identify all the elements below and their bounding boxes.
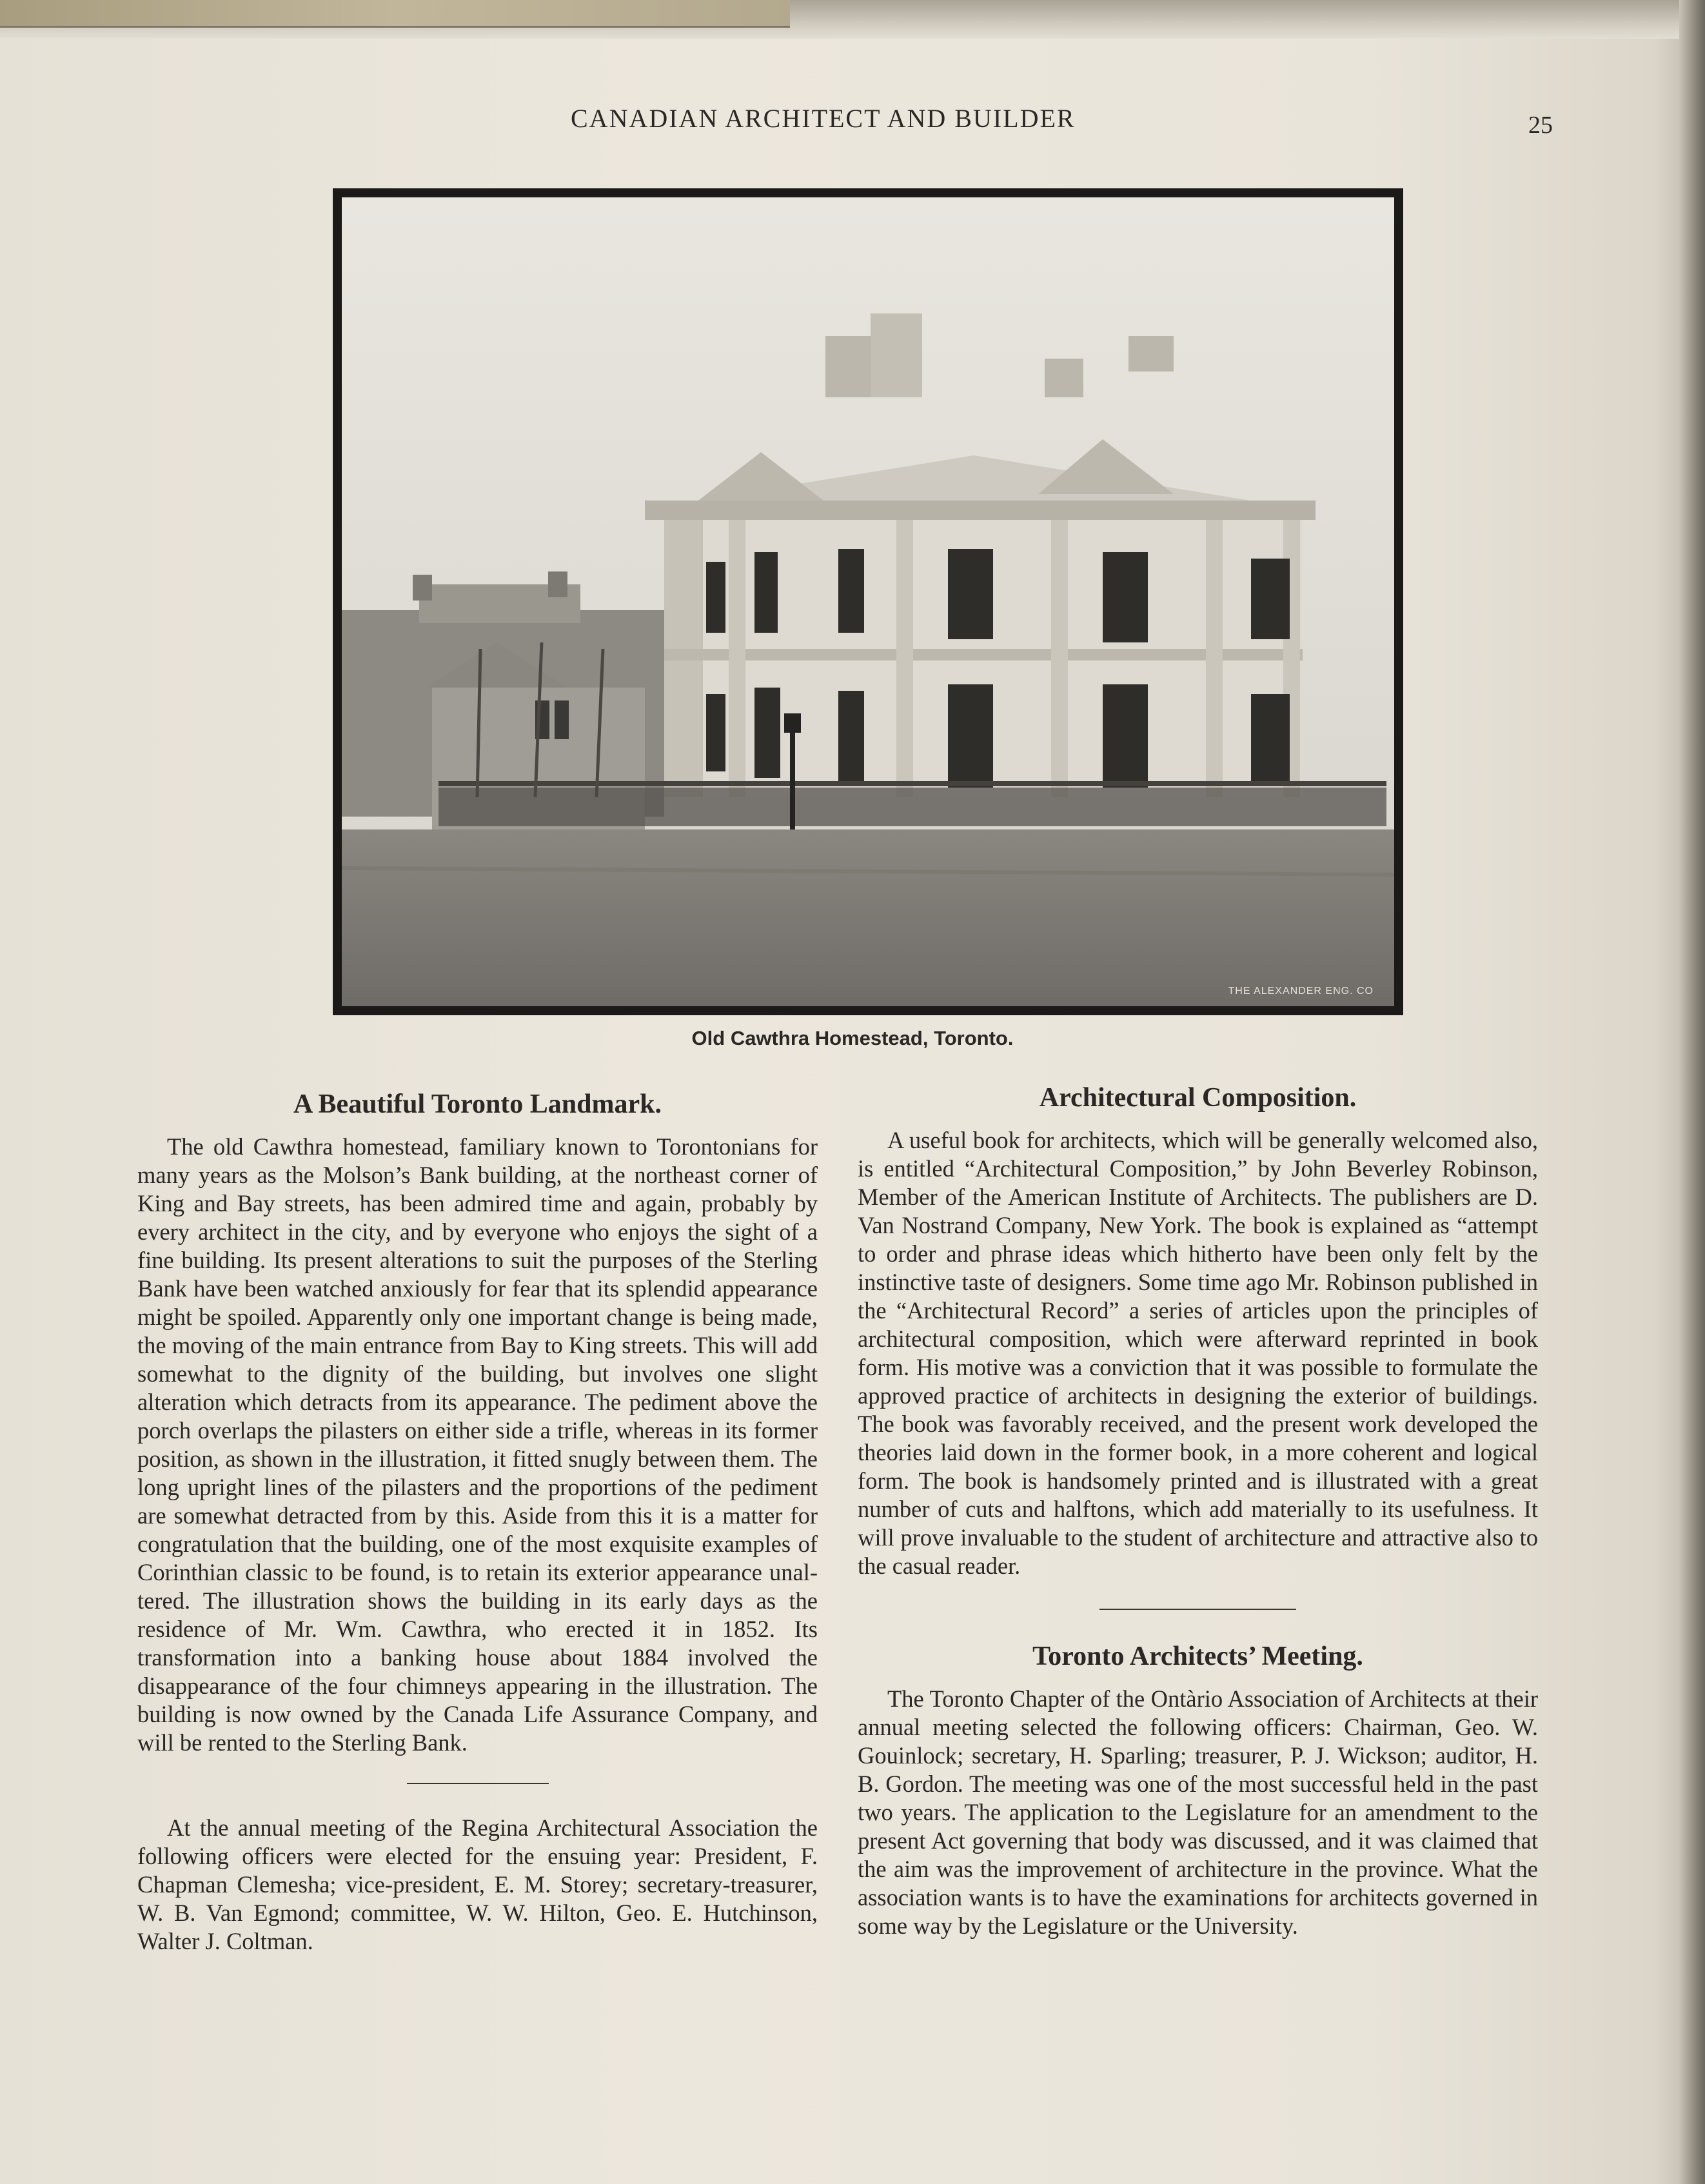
landmark-article-title: A Beautiful Toronto Landmark. (293, 1089, 662, 1119)
right-column (858, 1082, 1538, 1940)
composition-article-title: Architectural Composition. (1039, 1083, 1357, 1113)
page-number: 25 (1528, 112, 1553, 139)
engraver-credit: THE ALEXANDER ENG. CO (1228, 986, 1374, 997)
left-column (137, 1089, 818, 1956)
section-divider (1099, 1609, 1296, 1610)
running-head: CANADIAN ARCHITECT AND BUILDER (571, 104, 1076, 133)
page-right-edge (1679, 0, 1705, 2184)
composition-article-body: A useful book for architects, which will be generally welcomed also, is entitled “Architectural Composition,” by John Beverley Robinson, Member of the American Institute of Architects. The publishers are D. Van Nostrand Company, New York. The book is explained as “attempt to order and phrase ideas which hitherto have been only felt by the instinctive taste of designers. Some time ago Mr. Robinson published in the “Architectural Record” a series of articles upon the principles of architectural composition, which were afterward reprinted in book form. His motive was a conviction that it was possible to formulate the approved practice of architects in designing the exterior of buildings. The book was favorably received, and the present work developed the theories laid down in the former book, in a more coherent and logical form. The book is handsomely printed and is illustrated with a great number of cuts and halftons, which add materially to its usefulness. It will prove invaluable to the student of architecture and attractive also to the casual reader. (858, 1127, 1538, 1579)
cawthra-homestead-photo (342, 197, 1394, 1006)
toronto-meeting-title: Toronto Architects’ Meeting. (1032, 1642, 1363, 1671)
section-divider (407, 1783, 549, 1784)
toronto-meeting-body: The Toronto Chapter of the Ontàrio Association of Architects at their annual meeting selected the following officers: Chairman, Geo. W. Gouinlock; secretary, H. Sparling; treasurer, P. J. Wickson; auditor, H. B. Gordon. The meeting was one of the most successful held in the past two years. The application to the Legislature for an amendment to the present Act governing that body was discussed, and it was claimed that the aim was the improvement of architecture in the province. What the association wants is to have the examinations for architects governed in some way by the Legislature or the University. (858, 1685, 1538, 1939)
photo-caption: Old Cawthra Homestead, Toronto. (691, 1027, 1014, 1049)
landmark-article-body: The old Cawthra homestead, familiary known to Torontonians for many years as the Molson’s Bank building, at the northeast corner of King and Bay streets, has been admired time and again, probably by every architect in the city, and by everyone who enjoys the sight of a fine building. Its present alterations to suit the purposes of the Sterling Bank have been watched anxiously for fear that its splendid appearance might be spoiled. Apparently only one important change is being made, the moving of the main entrance from Bay to King streets. This will add somewhat to the dignity of the building, but involves one slight alteration which detracts from its appearance. The pediment above the porch overlaps the pilasters on either side a trifle, whereas in its former position, as shown in the illustration, it fitted snugly between them. The long upright lines of the pilasters and the proportions of the pediment are somewhat detracted from by this. Aside from this it is a matter for congratulation that the building, one of the most exquisite examples of Corinthian classic to be found, is to retain its exterior appearance unaltered. The illustration shows the building in its early days as the residence of Mr. Wm. Cawthra, who erected it in 1852. Its transformation into a banking house about 1884 involved the disappearance of the four chimneys appearing in the illustration. The building is now owned by the Canada Life Assurance Company, and will be rented to the Sterling Bank. (137, 1133, 818, 1756)
regina-association-body: At the annual meeting of the Regina Architectural Association the following officers were elected for the ensuing year: President, F. Chapman Clemesha; vice-president, E. M. Storey; secretary-treasurer, W. B. Van Egmond; committee, W. W. Hilton, Geo. E. Hutchinson, Walter J. Coltman. (137, 1814, 818, 1954)
photo-frame (333, 188, 1403, 1015)
binding-tab (0, 0, 790, 28)
